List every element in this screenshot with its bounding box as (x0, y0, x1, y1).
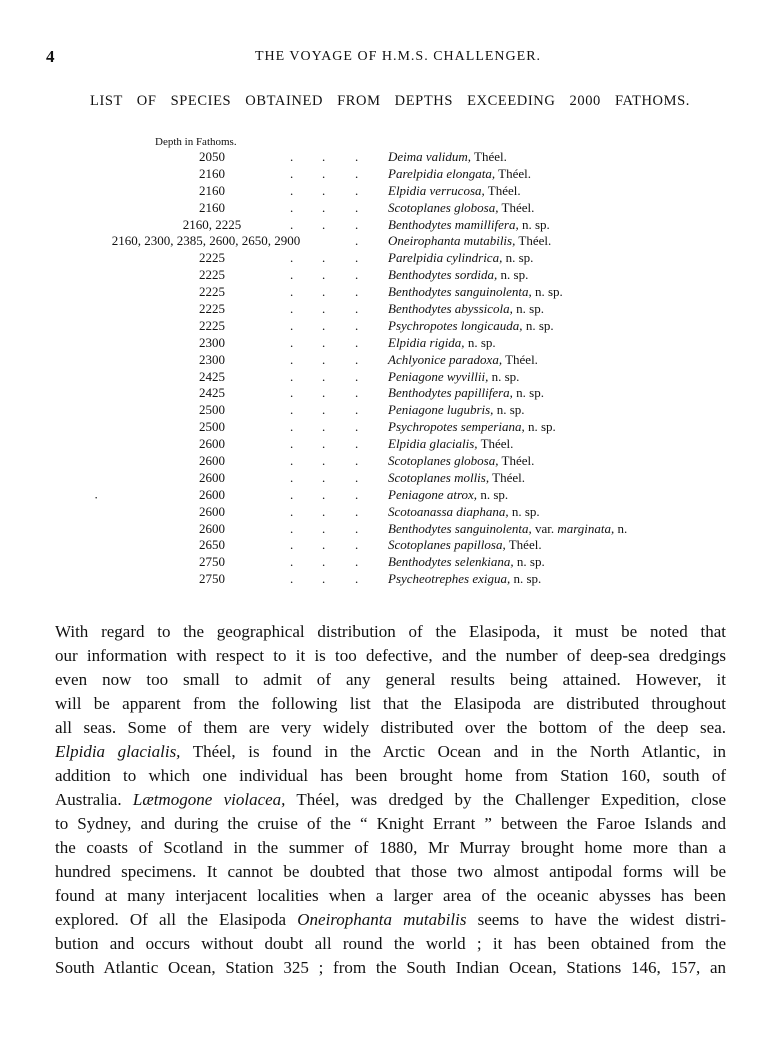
text-run: the coasts of Scotland in the summer of 1880, Mr Murray brought home more than a (55, 838, 726, 857)
list-row (0, 200, 776, 217)
species-author: n. sp. (512, 385, 544, 401)
list-row (0, 521, 776, 538)
species-name (388, 301, 544, 318)
leader-dot: . (290, 469, 294, 485)
species-name (388, 284, 563, 301)
leader-dot: . (290, 351, 294, 367)
leader-dot: . (290, 571, 294, 587)
leader-dot: . (290, 554, 294, 570)
depth-value: 2425 (199, 368, 225, 384)
species-binomial: Deima validum, (388, 149, 472, 164)
depth-value: 2225 (199, 250, 225, 266)
text-line (55, 908, 726, 932)
depth-value: 2600 (199, 486, 225, 502)
list-row (0, 318, 776, 335)
leader-dot: . (290, 402, 294, 418)
text-line (55, 932, 726, 956)
depth-value: 2225 (199, 301, 225, 317)
species-author: Théel. (489, 469, 525, 485)
leader-dot: . (322, 368, 326, 384)
leader-dot: . (355, 216, 359, 232)
italic-name: Oneirophanta mutabilis (297, 910, 467, 929)
leader-dot: . (322, 334, 326, 350)
species-binomial: Benthodytes sanguinolenta, (388, 520, 532, 536)
leader-dot: . (290, 301, 294, 317)
list-row (0, 301, 776, 318)
text-line (55, 692, 726, 716)
species-author: Théel. (498, 199, 535, 215)
list-row (0, 183, 776, 200)
leader-dot: . (322, 199, 326, 215)
text-run: Théel, is found in the Arctic Ocean and in the North Atlantic, in (180, 742, 727, 761)
leader-dot: . (322, 182, 326, 198)
species-binomial: Scotoplanes papillosa, (388, 537, 506, 553)
species-binomial: Benthodytes papillifera, (388, 385, 513, 401)
list-title: LIST OF SPECIES OBTAINED FROM DEPTHS EXCEEDING 2000 FATHOMS. (90, 93, 690, 109)
leader-dot: . (355, 571, 359, 587)
leader-dot: . (290, 267, 294, 283)
leader-dot: . (322, 402, 326, 418)
species-name (388, 250, 533, 267)
species-binomial: Scotoplanes globosa, (388, 199, 499, 215)
leader-dot: . (355, 469, 359, 485)
text-run: explored. Of all the Elasipoda (55, 910, 298, 929)
depth-value: 2160, 2225 (182, 216, 242, 232)
list-row (0, 453, 776, 470)
leader-dot: . (322, 436, 326, 452)
species-name (388, 554, 545, 571)
depth-value: 2600 (199, 469, 225, 485)
depth-value: 2225 (199, 284, 225, 300)
leader-dot: . (322, 301, 326, 317)
species-name (388, 183, 521, 200)
depth-value: 2160 (199, 182, 225, 198)
leader-dot: . (322, 216, 326, 232)
species-author: n. sp. (497, 267, 529, 283)
species-name (388, 233, 551, 250)
text-line (55, 716, 726, 740)
leader-dot: . (290, 537, 294, 553)
depth-value: 2160 (199, 165, 225, 181)
leader-dot: . (290, 453, 294, 469)
leader-dot: . (290, 503, 294, 519)
species-name (388, 352, 538, 369)
species-binomial: Elpidia verrucosa, (388, 182, 485, 198)
species-name (388, 335, 496, 352)
depth-value: 2160, 2300, 2385, 2600, 2650, 2900 (111, 233, 301, 249)
leader-dot: . (322, 469, 326, 485)
leader-dot: . (290, 284, 294, 300)
depth-value: 2300 (199, 334, 225, 350)
text-run: will be apparent from the following list that the Elasipoda are distributed throughout (55, 694, 726, 713)
text-run: With regard to the geographical distribution of the Elasipoda, it must be noted that (55, 622, 726, 641)
species-binomial: Parelpidia cylindrica, (388, 250, 503, 266)
list-row (0, 250, 776, 267)
species-author: n. sp. (477, 486, 509, 502)
text-line (55, 836, 726, 860)
leader-dot: . (322, 486, 326, 502)
species-name (388, 200, 534, 217)
species-author: n. sp. (464, 334, 496, 350)
list-row (0, 537, 776, 554)
species-name (388, 369, 519, 386)
species-binomial: Psycheotrephes exigua, (388, 571, 511, 587)
species-name (388, 267, 528, 284)
leader-dot: . (322, 267, 326, 283)
text-run: South Atlantic Ocean, Station 325 ; from the South Indian Ocean, Stations 146, 157, an (55, 958, 726, 977)
species-binomial: Elpidia rigida, (388, 334, 465, 350)
species-binomial: Scotoplanes mollis, (388, 469, 490, 485)
list-row (0, 436, 776, 453)
italic-name: Elpidia glacialis, (55, 742, 181, 761)
species-binomial: Psychropotes longicauda, (388, 317, 523, 333)
depth-value: 2600 (199, 453, 225, 469)
list-row (0, 217, 776, 234)
depth-value: 2300 (199, 351, 225, 367)
leader-dot: . (355, 317, 359, 333)
depth-value: 2050 (199, 149, 225, 164)
list-row (0, 149, 776, 166)
text-line (55, 644, 726, 668)
depth-value: 2225 (199, 267, 225, 283)
text-run: hundred specimens. It cannot be doubted that those two almost antipodal forms will be (55, 862, 726, 881)
species-author: n. (614, 520, 628, 536)
species-author: Théel. (471, 149, 507, 164)
leader-dot: . (322, 351, 326, 367)
species-author: Théel. (502, 351, 538, 367)
species-name (388, 166, 531, 183)
leader-dot: . (355, 385, 359, 401)
depth-value: 2425 (199, 385, 225, 401)
stray-mark: · (94, 490, 99, 505)
list-row (0, 352, 776, 369)
leader-dot: . (322, 284, 326, 300)
leader-dot: . (322, 554, 326, 570)
leader-dot: . (322, 149, 326, 164)
leader-dot: . (322, 571, 326, 587)
species-name (388, 453, 534, 470)
leader-dot: . (290, 368, 294, 384)
depth-value: 2750 (199, 554, 225, 570)
leader-dot: . (322, 250, 326, 266)
column-header-depth: Depth in Fathoms. (155, 136, 237, 148)
leader-dot: . (290, 520, 294, 536)
leader-dot: . (355, 250, 359, 266)
leader-dot: . (290, 334, 294, 350)
species-binomial: Parelpidia elongata, (388, 165, 496, 181)
page-number: 4 (46, 47, 55, 66)
species-binomial: Benthodytes mamillifera, (388, 216, 519, 232)
leader-dot: . (355, 436, 359, 452)
species-name (388, 436, 513, 453)
leader-dot: . (355, 182, 359, 198)
depth-value: 2500 (199, 419, 225, 435)
species-author: Théel. (484, 182, 521, 198)
species-binomial: Benthodytes abyssicola, (388, 301, 513, 317)
leader-dot: . (322, 503, 326, 519)
variety-name: marginata, (557, 520, 615, 536)
list-row (0, 487, 776, 504)
leader-dot: . (322, 385, 326, 401)
leader-dot: . (355, 199, 359, 215)
list-row (0, 470, 776, 487)
species-name (388, 385, 544, 402)
italic-name: Lætmogone violacea, (132, 790, 286, 809)
list-row (0, 504, 776, 521)
species-name (388, 318, 554, 335)
list-row (0, 335, 776, 352)
leader-dot: . (355, 165, 359, 181)
species-name (388, 504, 540, 521)
list-row (0, 267, 776, 284)
text-run: our information with respect to it is too defective, and the number of deep-sea dredgings (55, 646, 726, 665)
text-line (55, 956, 726, 980)
species-author: n. sp. (531, 284, 563, 300)
leader-dot: . (355, 233, 359, 249)
depth-value: 2600 (199, 503, 225, 519)
list-row (0, 284, 776, 301)
text-line (55, 812, 726, 836)
leader-dot: . (322, 419, 326, 435)
running-title: THE VOYAGE OF H.M.S. CHALLENGER. (254, 49, 542, 64)
species-name (388, 571, 541, 588)
leader-dot: . (355, 284, 359, 300)
species-name (388, 487, 508, 504)
species-name (388, 402, 525, 419)
text-run: to Sydney, and during the cruise of the “ Knight Errant ” between the Faroe Islands and (55, 814, 726, 833)
species-author: Théel. (495, 165, 531, 181)
species-author: n. sp. (493, 402, 525, 418)
depth-value: 2225 (199, 317, 225, 333)
text-line (55, 788, 726, 812)
body-paragraph (55, 620, 726, 980)
species-name (388, 470, 525, 487)
leader-dot: . (355, 301, 359, 317)
species-binomial: Psychropotes semperiana, (388, 419, 525, 435)
text-run: bution and occurs without doubt all round the world ; it has been obtained from the (55, 934, 726, 953)
list-row (0, 233, 776, 250)
text-run: Théel, was dredged by the Challenger Expedition, close (285, 790, 726, 809)
list-row (0, 571, 776, 588)
text-line (55, 740, 726, 764)
leader-dot: . (322, 317, 326, 333)
depth-value: 2600 (199, 520, 225, 536)
species-binomial: Peniagone atrox, (388, 486, 478, 502)
species-author: n. sp. (524, 419, 556, 435)
leader-dot: . (355, 503, 359, 519)
leader-dot: . (290, 149, 294, 164)
species-author: n. sp. (513, 554, 545, 570)
species-author: Théel. (515, 233, 552, 249)
leader-dot: . (355, 537, 359, 553)
depth-value: 2750 (199, 571, 225, 587)
text-run: all seas. Some of them are very widely distributed over the bottom of the deep sea. (55, 718, 726, 737)
species-binomial: Benthodytes sanguinolenta, (388, 284, 532, 300)
leader-dot: . (290, 165, 294, 181)
leader-dot: . (290, 317, 294, 333)
species-binomial: Benthodytes selenkiana, (388, 554, 514, 570)
leader-dot: . (322, 453, 326, 469)
species-binomial: Scotoanassa diaphana, (388, 503, 509, 519)
species-author: n. sp. (518, 216, 550, 232)
species-author: n. sp. (522, 317, 554, 333)
species-author: n. sp. (512, 301, 544, 317)
leader-dot: . (290, 419, 294, 435)
leader-dot: . (355, 351, 359, 367)
species-binomial: Scotoplanes globosa, (388, 453, 499, 469)
species-author: n. sp. (510, 571, 542, 587)
leader-dot: . (290, 216, 294, 232)
list-row (0, 419, 776, 436)
text-line (55, 884, 726, 908)
species-author: Théel. (505, 537, 542, 553)
species-author: n. sp. (502, 250, 534, 266)
leader-dot: . (290, 199, 294, 215)
species-binomial: Peniagone lugubris, (388, 402, 494, 418)
leader-dot: . (290, 182, 294, 198)
text-line (55, 764, 726, 788)
leader-dot: . (355, 402, 359, 418)
leader-dot: . (322, 537, 326, 553)
depth-value: 2600 (199, 436, 225, 452)
leader-dot: . (355, 267, 359, 283)
text-run: addition to which one individual has been brought home from Station 160, south of (55, 766, 726, 785)
species-binomial: Achlyonice paradoxa, (388, 351, 503, 367)
species-author: n. sp. (508, 503, 540, 519)
species-binomial: Peniagone wyvillii, (388, 368, 489, 384)
species-author: Théel. (498, 453, 535, 469)
species-binomial: Oneirophanta mutabilis, (388, 233, 516, 249)
leader-dot: . (355, 368, 359, 384)
species-author: n. sp. (488, 368, 520, 384)
list-row (0, 369, 776, 386)
species-author: Théel. (477, 436, 514, 452)
species-name (388, 149, 507, 166)
text-line (55, 668, 726, 692)
text-line (55, 620, 726, 644)
leader-dot: . (355, 486, 359, 502)
leader-dot: . (290, 486, 294, 502)
leader-dot: . (355, 453, 359, 469)
text-run: even now too small to admit of any general results being attained. However, it (55, 670, 726, 689)
leader-dot: . (322, 165, 326, 181)
list-row (0, 166, 776, 183)
leader-dot: . (322, 520, 326, 536)
text-run: seems to have the widest distri- (466, 910, 727, 929)
leader-dot: . (355, 554, 359, 570)
leader-dot: . (290, 436, 294, 452)
depth-value: 2500 (199, 402, 225, 418)
species-list (0, 149, 776, 588)
leader-dot: . (355, 334, 359, 350)
leader-dot: . (355, 419, 359, 435)
depth-value: 2160 (199, 199, 225, 215)
list-row (0, 402, 776, 419)
species-binomial: Elpidia glacialis, (388, 436, 478, 452)
text-run: Australia. (55, 790, 133, 809)
species-name (388, 537, 542, 554)
text-line (55, 860, 726, 884)
leader-dot: . (355, 149, 359, 164)
species-binomial: Benthodytes sordida, (388, 267, 498, 283)
species-author: var. (531, 520, 558, 536)
leader-dot: . (355, 520, 359, 536)
species-name (388, 217, 550, 234)
species-name (388, 521, 627, 538)
text-run: found at many interjacent localities when a larger area of the oceanic abysses has been (55, 886, 726, 905)
leader-dot: . (290, 250, 294, 266)
leader-dot: . (290, 385, 294, 401)
list-row (0, 554, 776, 571)
list-row (0, 385, 776, 402)
species-name (388, 419, 556, 436)
depth-value: 2650 (199, 537, 225, 553)
